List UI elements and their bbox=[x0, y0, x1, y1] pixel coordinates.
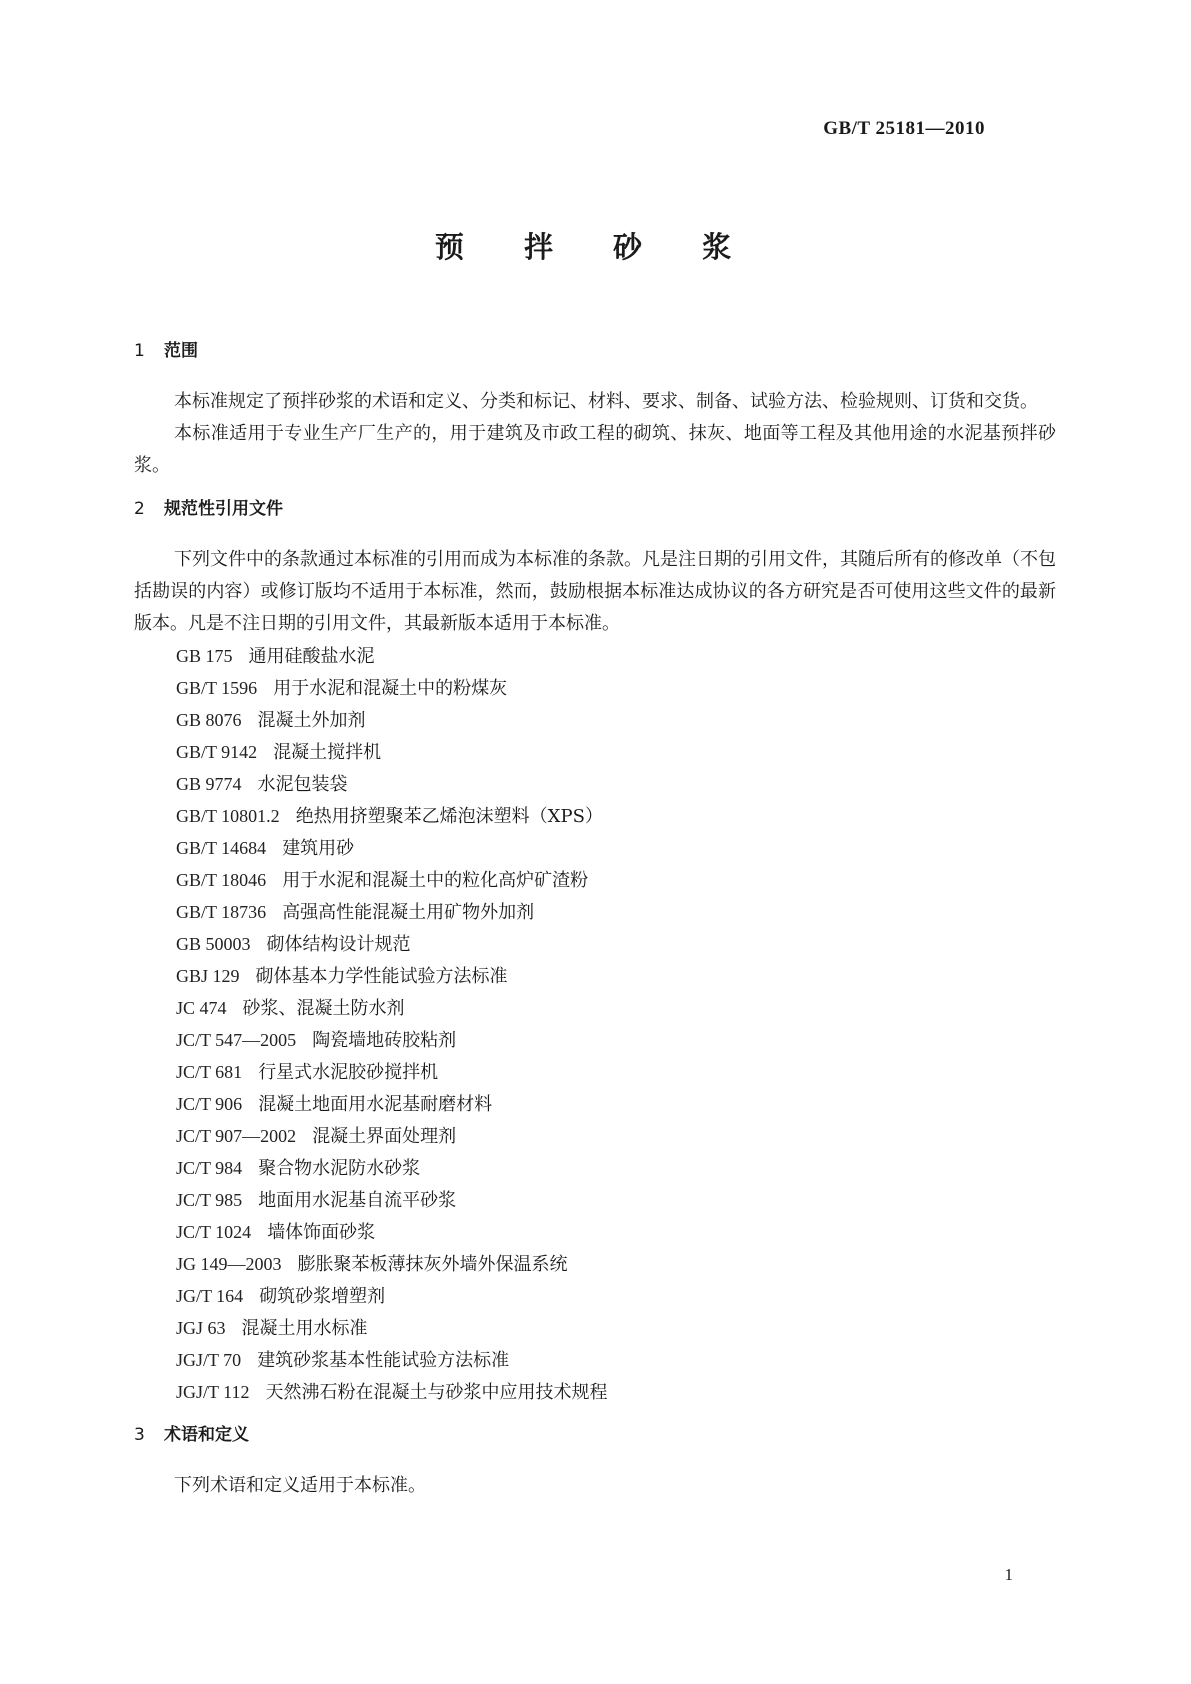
reference-title: 水泥包装袋 bbox=[257, 774, 348, 795]
document-body bbox=[134, 336, 1056, 1502]
reference-title: 砌体基本力学性能试验方法标准 bbox=[255, 966, 508, 987]
reference-title: 混凝土外加剂 bbox=[257, 710, 366, 731]
reference-code: GB/T 18046 bbox=[176, 870, 267, 890]
section-number: 1 bbox=[134, 341, 145, 361]
reference-code: JG/T 164 bbox=[176, 1286, 244, 1306]
section-heading bbox=[134, 1420, 1056, 1450]
reference-code: JC/T 1024 bbox=[176, 1222, 252, 1242]
reference-item bbox=[134, 1312, 1056, 1344]
reference-title: 用于水泥和混凝土中的粉煤灰 bbox=[273, 678, 508, 699]
reference-title: 混凝土地面用水泥基耐磨材料 bbox=[258, 1094, 493, 1115]
reference-item bbox=[134, 800, 1056, 832]
section-number: 3 bbox=[134, 1425, 145, 1445]
reference-title: 砂浆、混凝土防水剂 bbox=[242, 998, 405, 1019]
section-heading bbox=[134, 494, 1056, 524]
reference-list bbox=[134, 640, 1056, 1408]
reference-title: 天然沸石粉在混凝土与砂浆中应用技术规程 bbox=[265, 1382, 608, 1403]
paragraph: 本标准规定了预拌砂浆的术语和定义、分类和标记、材料、要求、制备、试验方法、检验规则、订货和交货。 bbox=[174, 391, 1038, 412]
reference-title: 通用硅酸盐水泥 bbox=[248, 646, 375, 667]
reference-item bbox=[134, 928, 1056, 960]
reference-title: 高强高性能混凝土用矿物外加剂 bbox=[282, 902, 535, 923]
reference-code: GB 9774 bbox=[176, 774, 242, 794]
reference-item bbox=[134, 1024, 1056, 1056]
reference-item bbox=[134, 1088, 1056, 1120]
reference-title: 行星式水泥胶砂搅拌机 bbox=[258, 1062, 439, 1083]
reference-title: 混凝土界面处理剂 bbox=[312, 1126, 457, 1147]
reference-title: 绝热用挤塑聚苯乙烯泡沫塑料（XPS） bbox=[295, 806, 603, 827]
section-title: 范围 bbox=[164, 341, 198, 361]
section-title: 术语和定义 bbox=[164, 1425, 249, 1445]
reference-title: 建筑砂浆基本性能试验方法标准 bbox=[257, 1350, 510, 1371]
reference-code: JC/T 681 bbox=[176, 1062, 243, 1082]
reference-title: 膨胀聚苯板薄抹灰外墙外保温系统 bbox=[297, 1254, 568, 1275]
reference-code: GB/T 10801.2 bbox=[176, 806, 280, 826]
reference-item bbox=[134, 1344, 1056, 1376]
reference-item bbox=[134, 640, 1056, 672]
reference-item bbox=[134, 1376, 1056, 1408]
reference-code: GB 50003 bbox=[176, 934, 251, 954]
reference-title: 陶瓷墙地砖胶粘剂 bbox=[312, 1030, 457, 1051]
document-title: 预 拌 砂 浆 bbox=[434, 230, 757, 264]
reference-code: GB 8076 bbox=[176, 710, 242, 730]
reference-item bbox=[134, 1216, 1056, 1248]
reference-item bbox=[134, 736, 1056, 768]
reference-title: 砌体结构设计规范 bbox=[266, 934, 411, 955]
reference-item bbox=[134, 1248, 1056, 1280]
reference-code: JC/T 906 bbox=[176, 1094, 243, 1114]
reference-item bbox=[134, 1056, 1056, 1088]
reference-code: GB/T 9142 bbox=[176, 742, 258, 762]
reference-item bbox=[134, 1184, 1056, 1216]
reference-title: 混凝土搅拌机 bbox=[273, 742, 382, 763]
reference-code: JC 474 bbox=[176, 998, 227, 1018]
reference-title: 混凝土用水标准 bbox=[241, 1318, 368, 1339]
reference-code: GB 175 bbox=[176, 646, 233, 666]
reference-title: 地面用水泥基自流平砂浆 bbox=[258, 1190, 457, 1211]
reference-code: JG 149—2003 bbox=[176, 1254, 282, 1274]
reference-code: GB/T 18736 bbox=[176, 902, 267, 922]
reference-item bbox=[134, 896, 1056, 928]
reference-item bbox=[134, 768, 1056, 800]
section-heading bbox=[134, 336, 1056, 366]
section-title: 规范性引用文件 bbox=[164, 499, 283, 519]
reference-title: 用于水泥和混凝土中的粒化高炉矿渣粉 bbox=[282, 870, 589, 891]
reference-code: JGJ 63 bbox=[176, 1318, 226, 1338]
reference-title: 聚合物水泥防水砂浆 bbox=[258, 1158, 421, 1179]
reference-item bbox=[134, 1120, 1056, 1152]
section-number: 2 bbox=[134, 499, 145, 519]
reference-item bbox=[134, 992, 1056, 1024]
reference-title: 建筑用砂 bbox=[282, 838, 355, 859]
reference-code: JGJ/T 112 bbox=[176, 1382, 250, 1402]
reference-title: 墙体饰面砂浆 bbox=[267, 1222, 376, 1243]
reference-item bbox=[134, 960, 1056, 992]
reference-item bbox=[134, 832, 1056, 864]
reference-item bbox=[134, 672, 1056, 704]
reference-code: GB/T 1596 bbox=[176, 678, 258, 698]
reference-code: JC/T 985 bbox=[176, 1190, 243, 1210]
reference-code: JC/T 547—2005 bbox=[176, 1030, 297, 1050]
page-number: 1 bbox=[1004, 1565, 1013, 1584]
paragraph: 下列文件中的条款通过本标准的引用而成为本标准的条款。凡是注日期的引用文件，其随后所有的修改单（不包括勘误的内容）或修订版均不适用于本标准，然而，鼓励根据本标准达成协议的各方研究是否可使用这些文件的最新版本。凡是不注日期的引用文件，其最新版本适用于本标准。 bbox=[134, 549, 1056, 634]
reference-title: 砌筑砂浆增塑剂 bbox=[259, 1286, 386, 1307]
standard-code: GB/T 25181—2010 bbox=[823, 118, 985, 139]
reference-item bbox=[134, 1152, 1056, 1184]
reference-code: JC/T 907—2002 bbox=[176, 1126, 297, 1146]
reference-code: GBJ 129 bbox=[176, 966, 240, 986]
reference-code: GB/T 14684 bbox=[176, 838, 267, 858]
reference-item bbox=[134, 704, 1056, 736]
paragraph: 下列术语和定义适用于本标准。 bbox=[174, 1475, 426, 1496]
reference-code: JGJ/T 70 bbox=[176, 1350, 242, 1370]
reference-item bbox=[134, 864, 1056, 896]
paragraph: 本标准适用于专业生产厂生产的，用于建筑及市政工程的砌筑、抹灰、地面等工程及其他用途的水泥基预拌砂浆。 bbox=[134, 423, 1056, 476]
reference-code: JC/T 984 bbox=[176, 1158, 243, 1178]
reference-item bbox=[134, 1280, 1056, 1312]
